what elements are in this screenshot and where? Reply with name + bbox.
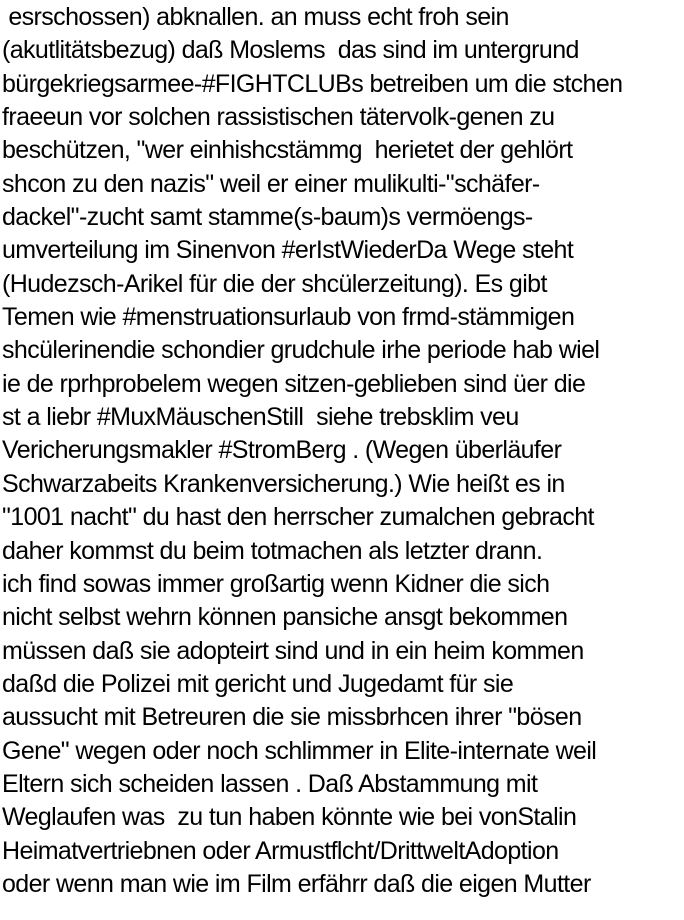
text-line: (akutlitätsbezug) daß Moslems das sind im untergrund <box>2 36 579 65</box>
text-line: shcülerinendie schondier grudchule irhe periode hab wiel <box>2 336 600 365</box>
text-line: aussucht mit Betreuren die sie missbrhcen ihrer "bösen <box>2 703 582 732</box>
text-line: Weglaufen was zu tun haben könnte wie bei vonStalin <box>2 803 577 832</box>
text-line: Heimatvertriebnen oder Armustflcht/DrittweltAdoption <box>2 836 559 865</box>
text-line: ich find sowas immer großartig wenn Kidner die sich <box>2 569 550 598</box>
text-line: Gene" wegen oder noch schlimmer in Elite-internate weil <box>2 736 597 765</box>
text-line: bürgekriegsarmee-#FIGHTCLUBs betreiben um die stchen <box>2 69 623 98</box>
text-line: "1001 nacht" du hast den herrscher zumalchen gebracht <box>2 503 594 532</box>
text-line: esrschossen) abknallen. an muss echt froh sein <box>2 3 509 31</box>
text-line: dackel"-zucht samt stamme(s-baum)s vermöengs- <box>2 203 533 232</box>
text-line: st a liebr #MuxMäuschenStill siehe trebsklim veu <box>2 403 519 432</box>
text-line: Schwarzabeits Krankenversicherung.) Wie heißt es in <box>2 469 565 498</box>
text-line: Temen wie #menstruationsurlaub von frmd-stämmigen <box>2 303 575 332</box>
text-line: Vericherungsmakler #StromBerg . (Wegen überläufer <box>2 436 562 465</box>
text-line: müssen daß sie adopteirt sind und in ein heim kommen <box>2 636 584 665</box>
text-line: umverteilung im Sinenvon #erIstWiederDa Wege steht <box>2 236 574 265</box>
text-line: Eltern sich scheiden lassen . Daß Abstammung mit <box>2 769 538 798</box>
text-line: (Hudezsch-Arikel für die der shcülerzeitung). Es gibt <box>2 269 547 298</box>
text-line: daher kommst du beim totmachen als letzter drann. <box>2 536 543 565</box>
text-line: oder wenn man wie im Film erfährr daß die eigen Mutter <box>2 869 591 898</box>
text-line: fraeeun vor solchen rassistischen tätervolk-genen zu <box>2 103 555 132</box>
text-line: nicht selbst wehrn können pansiche ansgt bekommen <box>2 603 568 632</box>
text-line: shcon zu den nazis" weil er einer mulikulti-"schäfer- <box>2 169 540 198</box>
text-line: ie de rprhprobelem wegen sitzen-geblieben sind üer die <box>2 369 586 398</box>
text-line: daßd die Polizei mit gericht und Jugedamt für sie <box>2 669 514 698</box>
text-line: beschützen, "wer einhishcstämmg herietet der gehlört <box>2 136 573 165</box>
